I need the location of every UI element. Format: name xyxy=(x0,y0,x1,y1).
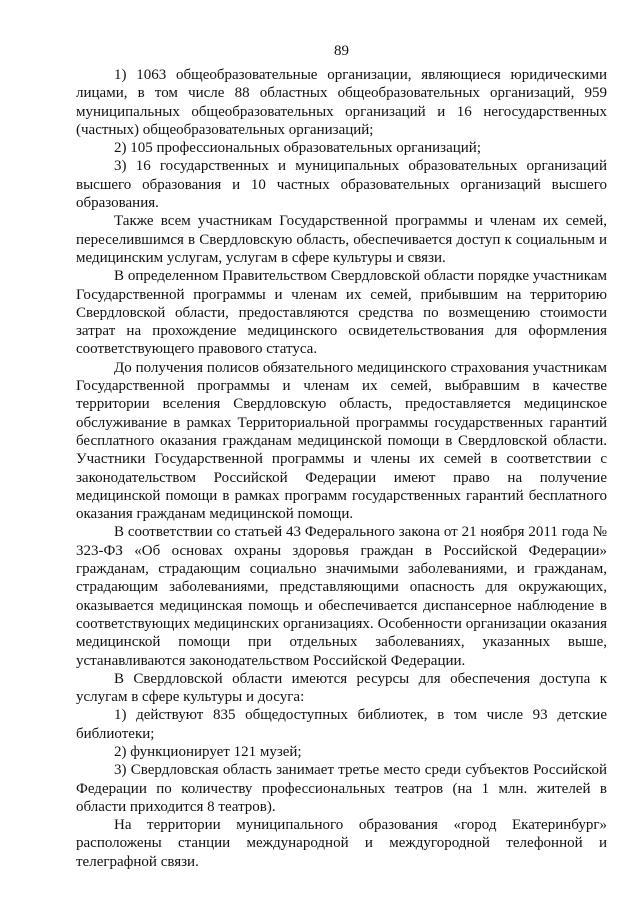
paragraph-higher-education: 3) 16 государственных и муниципальных образовательных организаций высшего образования и 10 частных образовательных организаций высшего образования. xyxy=(76,158,607,212)
paragraph-culture-resources: В Свердловской области имеются ресурсы для обеспечения доступа к услугам в сфере культуры и досуга: xyxy=(76,670,607,706)
paragraph-libraries: 1) действуют 835 общедоступных библиотек, в том числе 93 детские библиотеки; xyxy=(76,707,607,742)
paragraph-professional-orgs: 2) 105 профессиональных образовательных организаций; xyxy=(114,140,481,157)
paragraph-museums: 2) функционирует 121 музей; xyxy=(114,743,302,760)
paragraph-medical-exam-compensation: В определенном Правительством Свердловской области порядке участникам Государственной программы и членам их семей, прибывшим на территорию Свердловской области, предоставляются средства по возмещению стоимости затрат на прохождение медицинского освидетельствования для оформления соответствующего правового статуса. xyxy=(76,268,607,358)
paragraph-medical-insurance: До получения полисов обязательного медицинского страхования участникам Государственной программы и членам их семей, выбравшим в качестве территории вселения Свердловскую область, предоставляется медицинское обслуживание в рамках Территориальной программы государственных гарантий бесплатного оказания гражданам медицинской помощи в Свердловской области. Участники Государственной программы и члены их семей в соответствии с законодательством Российской Федерации имеют право на получение медицинской помощи в рамках программ государственных гарантий бесплатного оказания гражданам медицинской помощи. xyxy=(76,359,607,523)
paragraph-schools-list: 1) 1063 общеобразовательные организации, являющиеся юридическими лицами, в том числе 88 областных общеобразовательных организаций, 959 муниципальных общеобразовательных организаций и 16 негосударственных (частных) общеобразовательных организаций; xyxy=(76,67,607,138)
paragraph-telecom: На территории муниципального образования «город Екатеринбург» расположены станции международной и междугородной телефонной и телеграфной связи. xyxy=(76,817,607,870)
paragraph-theatres: 3) Свердловская область занимает третье место среди субъектов Российской Федерации по количеству профессиональных театров (на 1 млн. жителей в области приходится 8 театров). xyxy=(76,762,607,815)
page-number: 89 xyxy=(334,43,349,59)
paragraph-federal-law-article-43: В соответствии со статьей 43 Федерального закона от 21 ноября 2011 года № 323-ФЗ «Об основах охраны здоровья граждан в Российской Федерации» гражданам, страдающим социально значимыми заболеваниями, и гражданам, страдающим заболеваниями, представляющими опасность для окружающих, оказывается медицинская помощь и обеспечивается диспансерное наблюдение в соответствующих медицинских организациях. Особенности организации оказания медицинской помощи при отдельных заболеваниях, указанных выше, устанавливаются законодательством Российской Федерации. xyxy=(76,524,607,669)
paragraph-social-access: Также всем участникам Государственной программы и членам их семей, переселившимся в Свердловскую область, обеспечивается доступ к социальным и медицинским услугам, услугам в сфере культуры и связи. xyxy=(76,213,607,266)
